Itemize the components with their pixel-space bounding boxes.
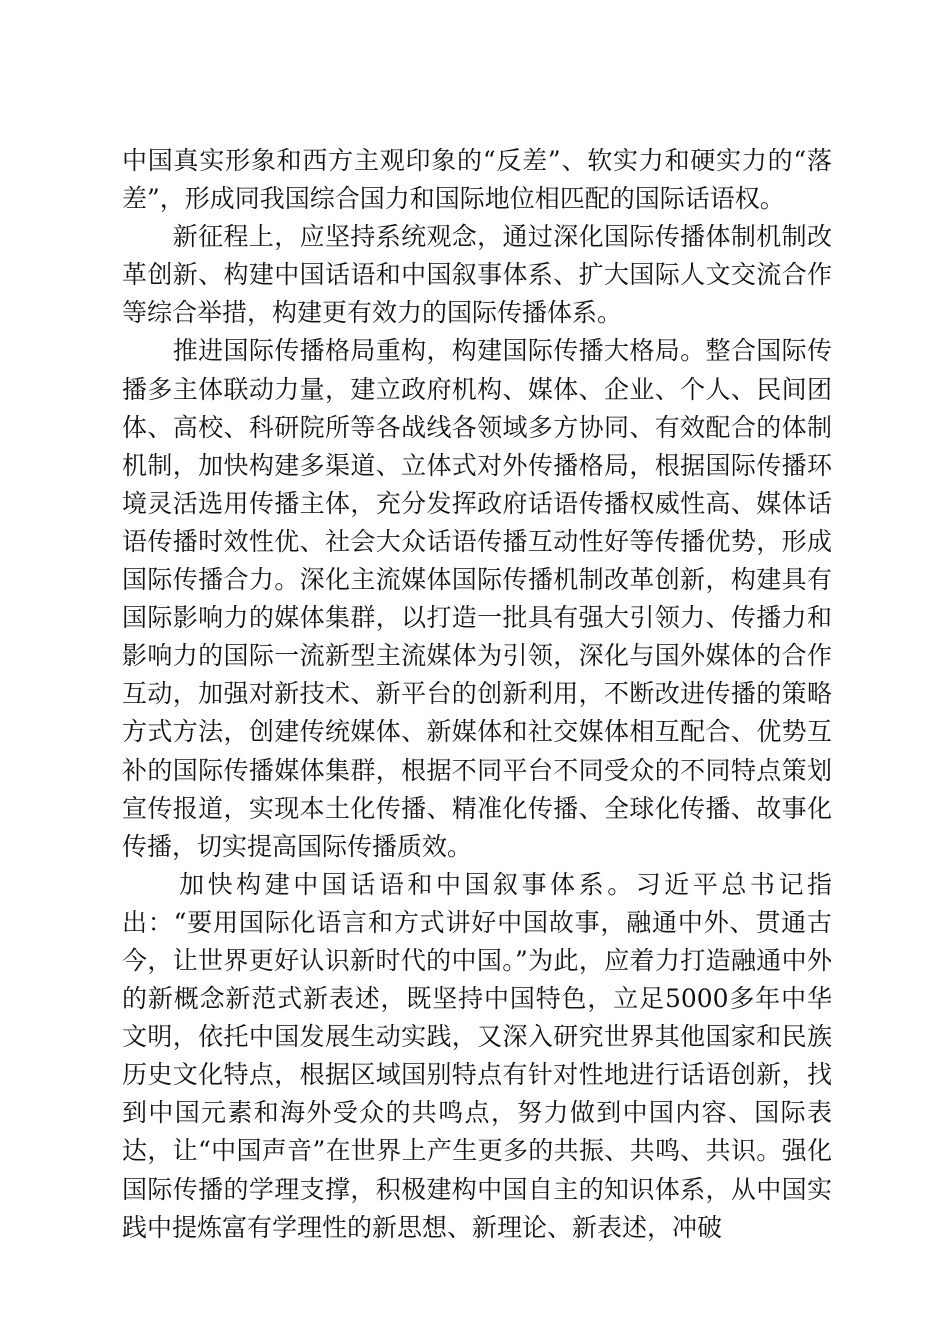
paragraph-3: 推进国际传播格局重构，构建国际传播大格局。整合国际传播多主体联动力量，建立政府机构、媒体、企业、个人、民间团体、高校、科研院所等各战线各领域多方协同、有效配合的体制机制，加快构建多渠道、立体式对外传播格局，根据国际传播环境灵活选用传播主体，充分发挥政府话语传播权威性高、媒体话语传播时效性优、社会大众话语传播互动性好等传播优势，形成国际传播合力。深化主流媒体国际传播机制改革创新，构建具有国际影响力的媒体集群，以打造一批具有强大引领力、传播力和影响力的国际一流新型主流媒体为引领，深化与国外媒体的合作互动，加强对新技术、新平台的创新利用，不断改进传播的策略方式方法，创建传统媒体、新媒体和社交媒体相互配合、优势互补的国际传播媒体集群，根据不同平台不同受众的不同特点策划宣传报道，实现本土化传播、精准化传播、全球化传播、故事化传播，切实提高国际传播质效。	[122, 336, 832, 861]
paragraph-4: 加快构建中国话语和中国叙事体系。习近平总书记指出：“要用国际化语言和方式讲好中国故事，融通中外、贯通古今，让世界更好认识新时代的中国。”为此，应着力打造融通中外的新概念新范式新表述，既坚持中国特色，立足5000多年中华文明，依托中国发展生动实践，又深入研究世界其他国家和民族历史文化特点，根据区域国别特点有针对性地进行话语创新，找到中国元素和海外受众的共鸣点，努力做到中国内容、国际表达，让“中国声音”在世界上产生更多的共振、共鸣、共识。强化国际传播的学理支撑，积极建构中国自主的知识体系，从中国实践中提炼富有学理性的新思想、新理论、新表述，冲破	[122, 869, 832, 1242]
paragraph-1: 中国真实形象和西方主观印象的“反差”、软实力和硬实力的“落差”，形成同我国综合国力和国际地位相匹配的国际话语权。	[122, 146, 832, 214]
document-body	[122, 142, 832, 1247]
paragraph-2: 新征程上，应坚持系统观念，通过深化国际传播体制机制改革创新、构建中国话语和中国叙事体系、扩大国际人文交流合作等综合举措，构建更有效力的国际传播体系。	[122, 222, 832, 328]
